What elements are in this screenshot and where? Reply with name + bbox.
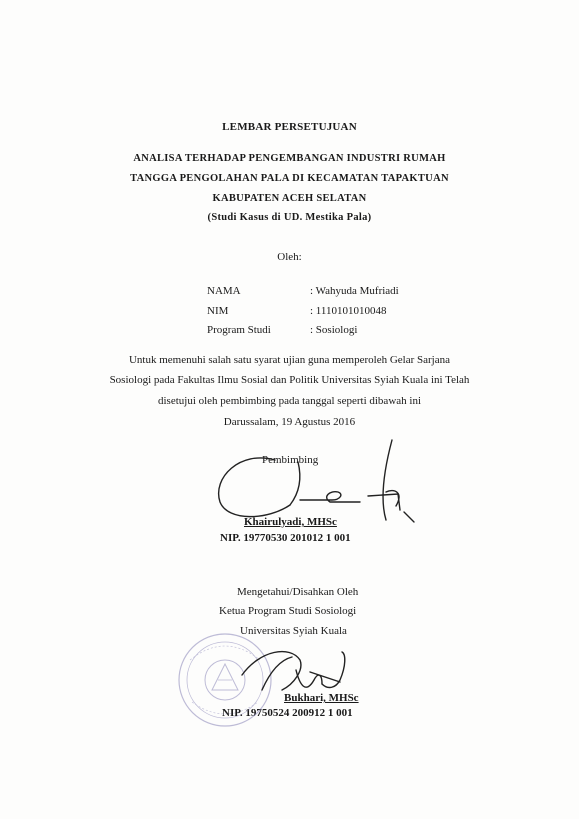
thesis-title-line-1: ANALISA TERHADAP PENGEMBANGAN INDUSTRI RUMAH	[133, 153, 446, 164]
advisor-nip: NIP. 19770530 201012 1 001	[220, 532, 351, 544]
thesis-case-study: (Studi Kasus di UD. Mestika Pala)	[207, 212, 372, 223]
name-label: NAMA	[207, 285, 241, 297]
program-label: Program Studi	[207, 324, 271, 336]
statement-date: Darussalam, 19 Agustus 2016	[223, 416, 356, 428]
approval-line-2: Ketua Program Studi Sosiologi	[219, 605, 357, 617]
name-value: : Wahyuda Mufriadi	[310, 285, 399, 297]
nim-value: : 1110101010048	[310, 305, 387, 317]
advisor-name: Khairulyadi, MHSc	[244, 516, 337, 528]
advisor-signature-icon	[219, 440, 414, 522]
program-value: : Sosiologi	[310, 324, 358, 336]
statement-line-1: Untuk memenuhi salah satu syarat ujian guna memperoleh Gelar Sarjana	[128, 354, 451, 366]
thesis-title-line-2: TANGGA PENGOLAHAN PALA DI KECAMATAN TAPAKTUAN	[130, 173, 449, 184]
statement-line-3: disetujui oleh pembimbing pada tanggal seperti dibawah ini	[157, 395, 422, 407]
advisor-label: Pembimbing	[262, 454, 319, 466]
by-label: Oleh:	[277, 251, 302, 263]
approval-line-1: Mengetahui/Disahkan Oleh	[237, 586, 359, 598]
head-of-program-nip: NIP. 19750524 200912 1 001	[222, 707, 353, 719]
head-of-program-name: Bukhari, MHSc	[284, 692, 359, 704]
statement-line-2: Sosiologi pada Fakultas Ilmu Sosial dan Politik Universitas Syiah Kuala ini Telah	[109, 374, 470, 386]
approval-line-3: Universitas Syiah Kuala	[240, 625, 347, 637]
page-title: LEMBAR PERSETUJUAN	[222, 121, 357, 133]
head-of-program-signature-icon	[242, 652, 345, 690]
thesis-title-line-3: KABUPATEN ACEH SELATAN	[212, 193, 367, 204]
nim-label: NIM	[207, 305, 229, 317]
